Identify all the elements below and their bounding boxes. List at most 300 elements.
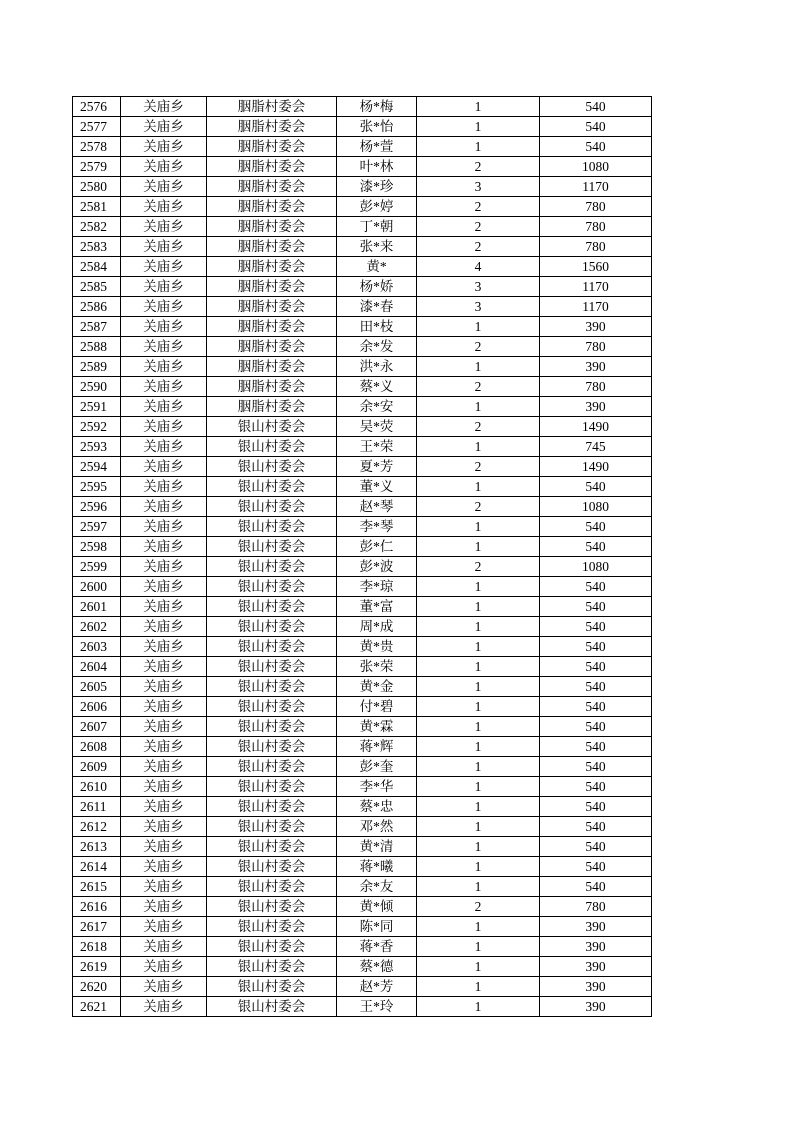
amount-cell: 540 <box>540 597 652 617</box>
data-table <box>72 96 652 1017</box>
amount-cell: 1490 <box>540 457 652 477</box>
table-row <box>73 237 652 257</box>
row-number-cell: 2601 <box>73 597 121 617</box>
name-cell: 赵*琴 <box>337 497 417 517</box>
village-committee-cell: 银山村委会 <box>207 737 337 757</box>
household-count-cell: 1 <box>417 597 540 617</box>
village-committee-cell: 胭脂村委会 <box>207 397 337 417</box>
row-number-cell: 2590 <box>73 377 121 397</box>
village-committee-cell: 银山村委会 <box>207 857 337 877</box>
household-count-cell: 2 <box>417 377 540 397</box>
row-number-cell: 2602 <box>73 617 121 637</box>
table-row <box>73 477 652 497</box>
township-cell: 关庙乡 <box>121 597 207 617</box>
table-row <box>73 777 652 797</box>
row-number-cell: 2605 <box>73 677 121 697</box>
township-cell: 关庙乡 <box>121 777 207 797</box>
household-count-cell: 4 <box>417 257 540 277</box>
table-row <box>73 737 652 757</box>
table-row <box>73 377 652 397</box>
table-row <box>73 797 652 817</box>
household-count-cell: 1 <box>417 737 540 757</box>
household-count-cell: 1 <box>417 437 540 457</box>
row-number-cell: 2620 <box>73 977 121 997</box>
table-row <box>73 597 652 617</box>
amount-cell: 780 <box>540 897 652 917</box>
township-cell: 关庙乡 <box>121 817 207 837</box>
household-count-cell: 1 <box>417 357 540 377</box>
village-committee-cell: 胭脂村委会 <box>207 137 337 157</box>
amount-cell: 540 <box>540 857 652 877</box>
name-cell: 李*琼 <box>337 577 417 597</box>
amount-cell: 1080 <box>540 497 652 517</box>
household-count-cell: 1 <box>417 397 540 417</box>
village-committee-cell: 银山村委会 <box>207 917 337 937</box>
village-committee-cell: 银山村委会 <box>207 957 337 977</box>
name-cell: 吴*荧 <box>337 417 417 437</box>
township-cell: 关庙乡 <box>121 357 207 377</box>
table-row <box>73 717 652 737</box>
household-count-cell: 2 <box>417 557 540 577</box>
village-committee-cell: 银山村委会 <box>207 937 337 957</box>
village-committee-cell: 银山村委会 <box>207 757 337 777</box>
amount-cell: 1560 <box>540 257 652 277</box>
table-row <box>73 677 652 697</box>
row-number-cell: 2616 <box>73 897 121 917</box>
township-cell: 关庙乡 <box>121 337 207 357</box>
household-count-cell: 1 <box>417 817 540 837</box>
village-committee-cell: 银山村委会 <box>207 717 337 737</box>
amount-cell: 540 <box>540 517 652 537</box>
row-number-cell: 2592 <box>73 417 121 437</box>
row-number-cell: 2618 <box>73 937 121 957</box>
household-count-cell: 1 <box>417 617 540 637</box>
table-row <box>73 837 652 857</box>
name-cell: 董*义 <box>337 477 417 497</box>
amount-cell: 540 <box>540 877 652 897</box>
table-row <box>73 657 652 677</box>
household-count-cell: 1 <box>417 877 540 897</box>
row-number-cell: 2597 <box>73 517 121 537</box>
row-number-cell: 2600 <box>73 577 121 597</box>
household-count-cell: 2 <box>417 497 540 517</box>
household-count-cell: 1 <box>417 857 540 877</box>
table-row <box>73 817 652 837</box>
township-cell: 关庙乡 <box>121 457 207 477</box>
name-cell: 李*华 <box>337 777 417 797</box>
table-row <box>73 117 652 137</box>
village-committee-cell: 银山村委会 <box>207 497 337 517</box>
township-cell: 关庙乡 <box>121 277 207 297</box>
village-committee-cell: 银山村委会 <box>207 837 337 857</box>
township-cell: 关庙乡 <box>121 177 207 197</box>
township-cell: 关庙乡 <box>121 517 207 537</box>
township-cell: 关庙乡 <box>121 317 207 337</box>
village-committee-cell: 银山村委会 <box>207 577 337 597</box>
household-count-cell: 1 <box>417 97 540 117</box>
household-count-cell: 1 <box>417 637 540 657</box>
household-count-cell: 1 <box>417 677 540 697</box>
village-committee-cell: 银山村委会 <box>207 537 337 557</box>
row-number-cell: 2603 <box>73 637 121 657</box>
table-row <box>73 217 652 237</box>
village-committee-cell: 银山村委会 <box>207 637 337 657</box>
township-cell: 关庙乡 <box>121 137 207 157</box>
village-committee-cell: 胭脂村委会 <box>207 337 337 357</box>
household-count-cell: 1 <box>417 937 540 957</box>
village-committee-cell: 胭脂村委会 <box>207 277 337 297</box>
township-cell: 关庙乡 <box>121 577 207 597</box>
table-body <box>73 97 652 1017</box>
township-cell: 关庙乡 <box>121 717 207 737</box>
village-committee-cell: 银山村委会 <box>207 617 337 637</box>
table-row <box>73 437 652 457</box>
name-cell: 田*枝 <box>337 317 417 337</box>
township-cell: 关庙乡 <box>121 477 207 497</box>
township-cell: 关庙乡 <box>121 557 207 577</box>
name-cell: 洪*永 <box>337 357 417 377</box>
name-cell: 黄*清 <box>337 837 417 857</box>
household-count-cell: 2 <box>417 217 540 237</box>
row-number-cell: 2611 <box>73 797 121 817</box>
amount-cell: 540 <box>540 477 652 497</box>
table-row <box>73 997 652 1017</box>
name-cell: 蔡*义 <box>337 377 417 397</box>
household-count-cell: 2 <box>417 337 540 357</box>
amount-cell: 540 <box>540 797 652 817</box>
name-cell: 漆*春 <box>337 297 417 317</box>
row-number-cell: 2595 <box>73 477 121 497</box>
amount-cell: 540 <box>540 757 652 777</box>
row-number-cell: 2604 <box>73 657 121 677</box>
amount-cell: 540 <box>540 677 652 697</box>
village-committee-cell: 银山村委会 <box>207 777 337 797</box>
township-cell: 关庙乡 <box>121 237 207 257</box>
amount-cell: 1170 <box>540 277 652 297</box>
household-count-cell: 2 <box>417 417 540 437</box>
amount-cell: 540 <box>540 117 652 137</box>
row-number-cell: 2609 <box>73 757 121 777</box>
row-number-cell: 2606 <box>73 697 121 717</box>
table-row <box>73 917 652 937</box>
table-row <box>73 137 652 157</box>
amount-cell: 745 <box>540 437 652 457</box>
name-cell: 黄* <box>337 257 417 277</box>
village-committee-cell: 胭脂村委会 <box>207 257 337 277</box>
household-count-cell: 1 <box>417 997 540 1017</box>
table-row <box>73 397 652 417</box>
household-count-cell: 1 <box>417 537 540 557</box>
township-cell: 关庙乡 <box>121 797 207 817</box>
table-row <box>73 257 652 277</box>
table-row <box>73 417 652 437</box>
table-row <box>73 277 652 297</box>
amount-cell: 390 <box>540 357 652 377</box>
row-number-cell: 2615 <box>73 877 121 897</box>
row-number-cell: 2591 <box>73 397 121 417</box>
township-cell: 关庙乡 <box>121 97 207 117</box>
village-committee-cell: 银山村委会 <box>207 657 337 677</box>
township-cell: 关庙乡 <box>121 837 207 857</box>
household-count-cell: 2 <box>417 157 540 177</box>
household-count-cell: 3 <box>417 277 540 297</box>
row-number-cell: 2614 <box>73 857 121 877</box>
household-count-cell: 1 <box>417 717 540 737</box>
household-count-cell: 1 <box>417 797 540 817</box>
village-committee-cell: 银山村委会 <box>207 437 337 457</box>
row-number-cell: 2578 <box>73 137 121 157</box>
household-count-cell: 1 <box>417 477 540 497</box>
table-row <box>73 897 652 917</box>
township-cell: 关庙乡 <box>121 737 207 757</box>
name-cell: 张*怡 <box>337 117 417 137</box>
row-number-cell: 2581 <box>73 197 121 217</box>
household-count-cell: 1 <box>417 777 540 797</box>
village-committee-cell: 胭脂村委会 <box>207 317 337 337</box>
name-cell: 余*友 <box>337 877 417 897</box>
table-row <box>73 557 652 577</box>
table-row <box>73 937 652 957</box>
village-committee-cell: 银山村委会 <box>207 977 337 997</box>
name-cell: 杨*萱 <box>337 137 417 157</box>
village-committee-cell: 胭脂村委会 <box>207 97 337 117</box>
name-cell: 夏*芳 <box>337 457 417 477</box>
amount-cell: 540 <box>540 817 652 837</box>
name-cell: 黄*贵 <box>337 637 417 657</box>
row-number-cell: 2610 <box>73 777 121 797</box>
name-cell: 王*玲 <box>337 997 417 1017</box>
row-number-cell: 2584 <box>73 257 121 277</box>
name-cell: 张*来 <box>337 237 417 257</box>
name-cell: 彭*奎 <box>337 757 417 777</box>
amount-cell: 540 <box>540 837 652 857</box>
name-cell: 张*荣 <box>337 657 417 677</box>
name-cell: 黄*霖 <box>337 717 417 737</box>
name-cell: 邓*然 <box>337 817 417 837</box>
township-cell: 关庙乡 <box>121 897 207 917</box>
village-committee-cell: 银山村委会 <box>207 457 337 477</box>
household-count-cell: 3 <box>417 177 540 197</box>
table-row <box>73 697 652 717</box>
name-cell: 蔡*忠 <box>337 797 417 817</box>
township-cell: 关庙乡 <box>121 297 207 317</box>
village-committee-cell: 银山村委会 <box>207 797 337 817</box>
name-cell: 蒋*曦 <box>337 857 417 877</box>
row-number-cell: 2617 <box>73 917 121 937</box>
household-count-cell: 2 <box>417 457 540 477</box>
table-row <box>73 517 652 537</box>
household-count-cell: 1 <box>417 117 540 137</box>
row-number-cell: 2587 <box>73 317 121 337</box>
table-row <box>73 317 652 337</box>
row-number-cell: 2577 <box>73 117 121 137</box>
table-row <box>73 577 652 597</box>
row-number-cell: 2598 <box>73 537 121 557</box>
village-committee-cell: 胭脂村委会 <box>207 377 337 397</box>
township-cell: 关庙乡 <box>121 857 207 877</box>
row-number-cell: 2588 <box>73 337 121 357</box>
township-cell: 关庙乡 <box>121 917 207 937</box>
row-number-cell: 2608 <box>73 737 121 757</box>
township-cell: 关庙乡 <box>121 977 207 997</box>
amount-cell: 540 <box>540 697 652 717</box>
village-committee-cell: 银山村委会 <box>207 997 337 1017</box>
village-committee-cell: 胭脂村委会 <box>207 117 337 137</box>
village-committee-cell: 银山村委会 <box>207 817 337 837</box>
name-cell: 董*富 <box>337 597 417 617</box>
amount-cell: 390 <box>540 317 652 337</box>
name-cell: 赵*芳 <box>337 977 417 997</box>
row-number-cell: 2576 <box>73 97 121 117</box>
amount-cell: 1490 <box>540 417 652 437</box>
amount-cell: 540 <box>540 717 652 737</box>
row-number-cell: 2621 <box>73 997 121 1017</box>
row-number-cell: 2579 <box>73 157 121 177</box>
amount-cell: 780 <box>540 337 652 357</box>
village-committee-cell: 银山村委会 <box>207 877 337 897</box>
township-cell: 关庙乡 <box>121 257 207 277</box>
township-cell: 关庙乡 <box>121 217 207 237</box>
name-cell: 付*碧 <box>337 697 417 717</box>
household-count-cell: 1 <box>417 957 540 977</box>
township-cell: 关庙乡 <box>121 197 207 217</box>
name-cell: 蔡*德 <box>337 957 417 977</box>
table-row <box>73 197 652 217</box>
township-cell: 关庙乡 <box>121 937 207 957</box>
name-cell: 周*成 <box>337 617 417 637</box>
township-cell: 关庙乡 <box>121 397 207 417</box>
table-row <box>73 757 652 777</box>
village-committee-cell: 银山村委会 <box>207 417 337 437</box>
amount-cell: 780 <box>540 217 652 237</box>
township-cell: 关庙乡 <box>121 437 207 457</box>
table-row <box>73 857 652 877</box>
household-count-cell: 1 <box>417 697 540 717</box>
amount-cell: 540 <box>540 137 652 157</box>
household-count-cell: 1 <box>417 517 540 537</box>
amount-cell: 540 <box>540 577 652 597</box>
amount-cell: 1170 <box>540 297 652 317</box>
village-committee-cell: 胭脂村委会 <box>207 157 337 177</box>
table-row <box>73 617 652 637</box>
table-row <box>73 357 652 377</box>
amount-cell: 540 <box>540 537 652 557</box>
row-number-cell: 2613 <box>73 837 121 857</box>
amount-cell: 1080 <box>540 557 652 577</box>
township-cell: 关庙乡 <box>121 877 207 897</box>
household-count-cell: 3 <box>417 297 540 317</box>
amount-cell: 1080 <box>540 157 652 177</box>
amount-cell: 540 <box>540 637 652 657</box>
name-cell: 王*荣 <box>337 437 417 457</box>
table-row <box>73 637 652 657</box>
row-number-cell: 2607 <box>73 717 121 737</box>
township-cell: 关庙乡 <box>121 377 207 397</box>
amount-cell: 390 <box>540 997 652 1017</box>
village-committee-cell: 银山村委会 <box>207 677 337 697</box>
table-row <box>73 977 652 997</box>
name-cell: 蒋*香 <box>337 937 417 957</box>
township-cell: 关庙乡 <box>121 617 207 637</box>
name-cell: 黄*倾 <box>337 897 417 917</box>
table-row <box>73 97 652 117</box>
table-row <box>73 337 652 357</box>
row-number-cell: 2612 <box>73 817 121 837</box>
row-number-cell: 2589 <box>73 357 121 377</box>
row-number-cell: 2593 <box>73 437 121 457</box>
amount-cell: 390 <box>540 397 652 417</box>
household-count-cell: 2 <box>417 237 540 257</box>
village-committee-cell: 胭脂村委会 <box>207 357 337 377</box>
row-number-cell: 2594 <box>73 457 121 477</box>
township-cell: 关庙乡 <box>121 117 207 137</box>
table-row <box>73 177 652 197</box>
village-committee-cell: 银山村委会 <box>207 897 337 917</box>
table-row <box>73 537 652 557</box>
amount-cell: 390 <box>540 937 652 957</box>
township-cell: 关庙乡 <box>121 417 207 437</box>
table-row <box>73 877 652 897</box>
village-committee-cell: 银山村委会 <box>207 477 337 497</box>
household-count-cell: 1 <box>417 917 540 937</box>
household-count-cell: 2 <box>417 197 540 217</box>
township-cell: 关庙乡 <box>121 637 207 657</box>
amount-cell: 780 <box>540 197 652 217</box>
township-cell: 关庙乡 <box>121 757 207 777</box>
table-row <box>73 497 652 517</box>
table-row <box>73 957 652 977</box>
table-row <box>73 157 652 177</box>
name-cell: 李*琴 <box>337 517 417 537</box>
village-committee-cell: 银山村委会 <box>207 517 337 537</box>
row-number-cell: 2580 <box>73 177 121 197</box>
amount-cell: 390 <box>540 977 652 997</box>
name-cell: 漆*珍 <box>337 177 417 197</box>
household-count-cell: 2 <box>417 897 540 917</box>
village-committee-cell: 胭脂村委会 <box>207 177 337 197</box>
township-cell: 关庙乡 <box>121 997 207 1017</box>
name-cell: 余*安 <box>337 397 417 417</box>
township-cell: 关庙乡 <box>121 497 207 517</box>
row-number-cell: 2582 <box>73 217 121 237</box>
household-count-cell: 1 <box>417 837 540 857</box>
name-cell: 丁*朝 <box>337 217 417 237</box>
amount-cell: 540 <box>540 617 652 637</box>
village-committee-cell: 银山村委会 <box>207 597 337 617</box>
name-cell: 彭*婷 <box>337 197 417 217</box>
household-count-cell: 1 <box>417 577 540 597</box>
village-committee-cell: 胭脂村委会 <box>207 197 337 217</box>
row-number-cell: 2599 <box>73 557 121 577</box>
household-count-cell: 1 <box>417 137 540 157</box>
village-committee-cell: 胭脂村委会 <box>207 297 337 317</box>
row-number-cell: 2583 <box>73 237 121 257</box>
amount-cell: 540 <box>540 657 652 677</box>
table-row <box>73 457 652 477</box>
name-cell: 彭*波 <box>337 557 417 577</box>
township-cell: 关庙乡 <box>121 157 207 177</box>
amount-cell: 540 <box>540 737 652 757</box>
row-number-cell: 2619 <box>73 957 121 977</box>
amount-cell: 1170 <box>540 177 652 197</box>
name-cell: 杨*娇 <box>337 277 417 297</box>
household-count-cell: 1 <box>417 317 540 337</box>
village-committee-cell: 银山村委会 <box>207 697 337 717</box>
name-cell: 彭*仁 <box>337 537 417 557</box>
name-cell: 黄*金 <box>337 677 417 697</box>
amount-cell: 780 <box>540 377 652 397</box>
name-cell: 陈*同 <box>337 917 417 937</box>
